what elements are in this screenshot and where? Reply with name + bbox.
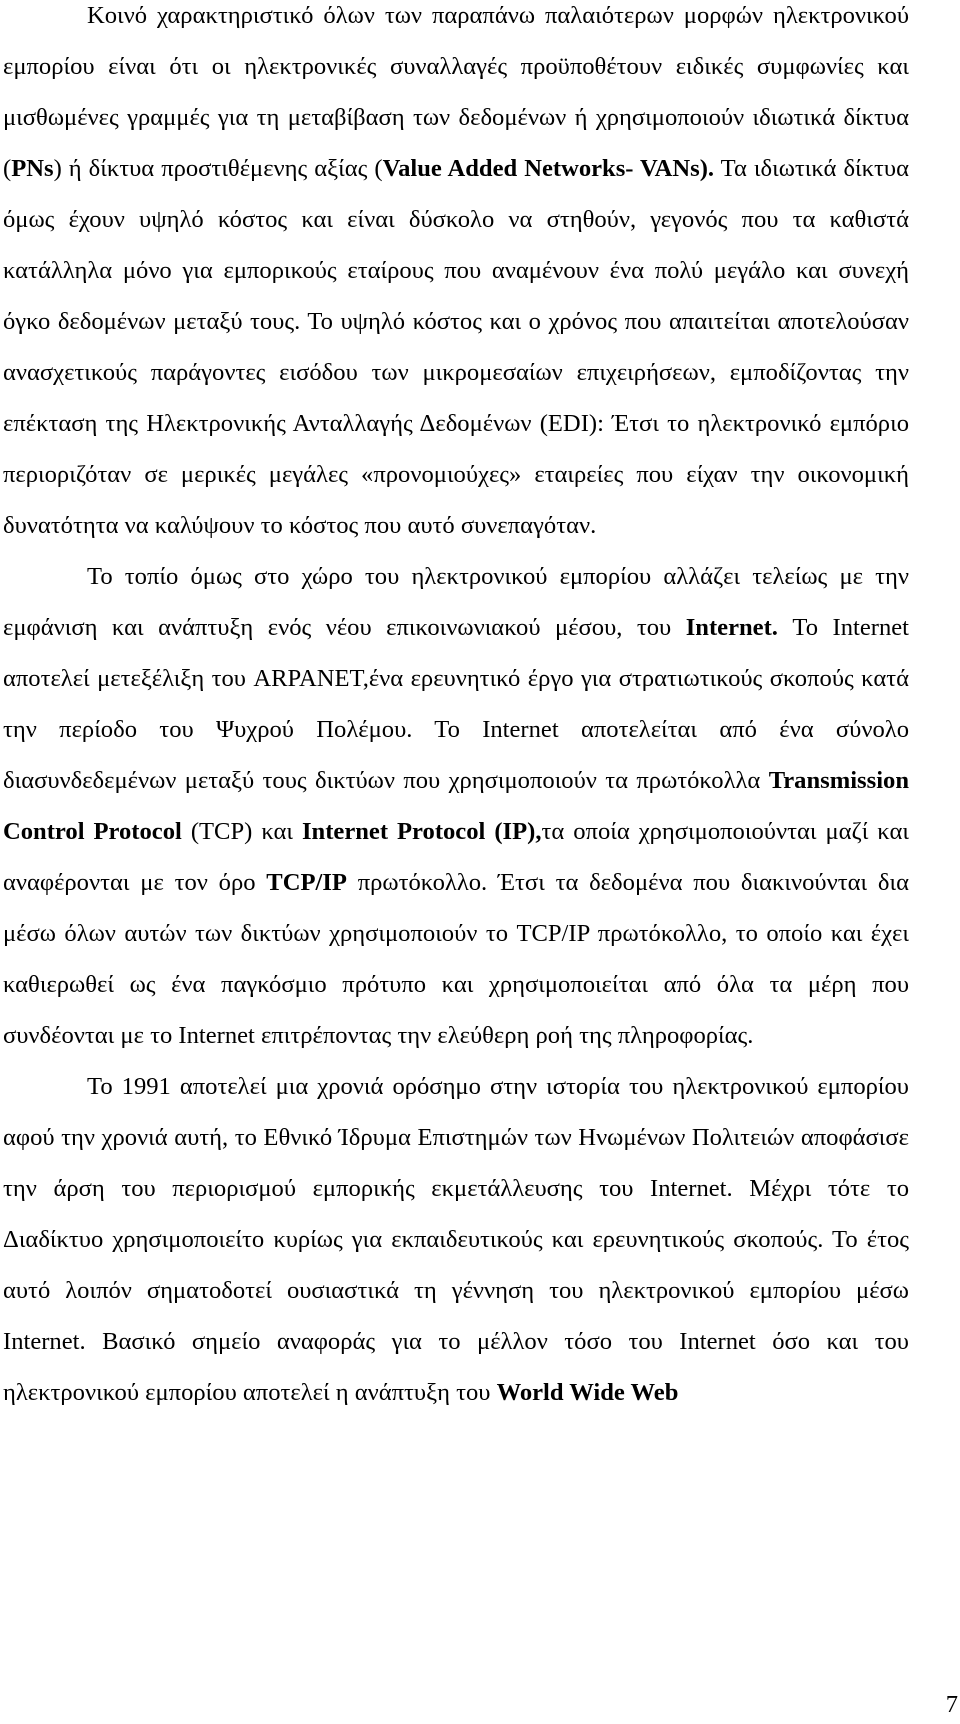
bold-text-run: World Wide Web (496, 1379, 679, 1406)
text-run: Το Internet αποτελεί μετεξέλιξη του ARPANET,ένα ερευνητικό έργο για στρατιωτικούς σκοπούς κατά την περίοδο του Ψυχρού Πολέμου. Το Internet αποτελείται από ένα σύνολο διασυνδεδεμένων μεταξύ τους δικτύων που χρησιμοποιούν τα πρωτόκολλα (3, 614, 910, 794)
text-run: Τα ιδιωτικά δίκτυα όμως έχουν υψηλό κόστος και είναι δύσκολο να στηθούν, γεγονός που τα καθιστά κατάλληλα μόνο για εμπορικούς εταίρους που αναμένουν ένα πολύ μεγάλο και συνεχή όγκο δεδομένων μεταξύ τους. Το υψηλό κόστος και ο χρόνος που απαιτείται αποτελούσαν ανασχετικούς παράγοντες εισόδου των μικρομεσαίων επιχειρήσεων, εμποδίζοντας την επέκταση της Ηλεκτρονικής Ανταλλαγής Δεδομένων (EDI): Έτσι το ηλεκτρονικό εμπόριο περιοριζόταν σε μερικές μεγάλες «προνομιούχες» εταιρείες που είχαν την οικονομική δυνατότητα να καλύψουν το κόστος που αυτό συνεπαγόταν. (3, 155, 909, 539)
text-run: Το 1991 αποτελεί μια χρονιά ορόσημο στην ιστορία του ηλεκτρονικού εμπορίου αφού την χρονιά αυτή, το Εθνικό Ίδρυμα Επιστημών των Ηνωμένων Πολιτειών αποφάσισε την άρση του περιορισμού εμπορικής εκμετάλλευσης του Internet. Μέχρι τότε το Διαδίκτυο χρησιμοποιείτο κυρίως για εκπαιδευτικούς και ερευνητικούς σκοπούς. Το έτος αυτό λοιπόν σηματοδοτεί ουσιαστικά τη γέννηση του ηλεκτρονικού εμπορίου μέσω Internet. Βασικό σημείο αναφοράς για το μέλλον τόσο του Internet όσο και του ηλεκτρονικού εμπορίου αποτελεί η ανάπτυξη του (3, 1073, 909, 1406)
bold-text-run: Value Added Networks- VANs). (382, 155, 715, 182)
bold-text-run: Transmission Control Protocol (3, 767, 909, 845)
text-run: Κοινό χαρακτηριστικό όλων των παραπάνω παλαιότερων μορφών ηλεκτρονικού εμπορίου είναι ότι οι ηλεκτρονικές συναλλαγές προϋποθέτουν ειδικές συμφωνίες και μισθωμένες γραμμές για τη μεταβίβαση των δεδομένων ή χρησιμοποιούν ιδιωτικά δίκτυα ( (3, 2, 909, 182)
body-text (3, 0, 909, 1418)
text-run: πρωτόκολλο. Έτσι τα δεδομένα που διακινούνται δια μέσω όλων αυτών των δικτύων χρησιμοποιούν το TCP/IP πρωτόκολλο, το οποίο και έχει καθιερωθεί ως ένα παγκόσμιο πρότυπο και χρησιμοποιείται από όλα τα μέρη που συνδέονται με το Internet επιτρέποντας την ελεύθερη ροή της πληροφορίας. (3, 869, 909, 1049)
bold-text-run: Internet. (685, 614, 778, 641)
text-run: τα οποία χρησιμοποιούνται μαζί και αναφέρονται με τον όρο (3, 818, 909, 896)
paragraph (3, 1061, 909, 1418)
bold-text-run: TCP/IP (266, 869, 347, 896)
paragraph (3, 551, 909, 1061)
text-run: ) ή δίκτυα προστιθέμενης αξίας ( (53, 155, 383, 182)
bold-text-run: Internet Protocol (IP), (301, 818, 542, 845)
text-run: Το τοπίο όμως στο χώρο του ηλεκτρονικού εμπορίου αλλάζει τελείως με την εμφάνιση και ανάπτυξη ενός νέου επικοινωνιακού μέσου, του (3, 563, 909, 641)
text-run: (TCP) και (181, 818, 302, 845)
paragraph (3, 0, 909, 551)
bold-text-run: PNs (11, 155, 54, 182)
page-number: 7 (945, 1691, 958, 1718)
